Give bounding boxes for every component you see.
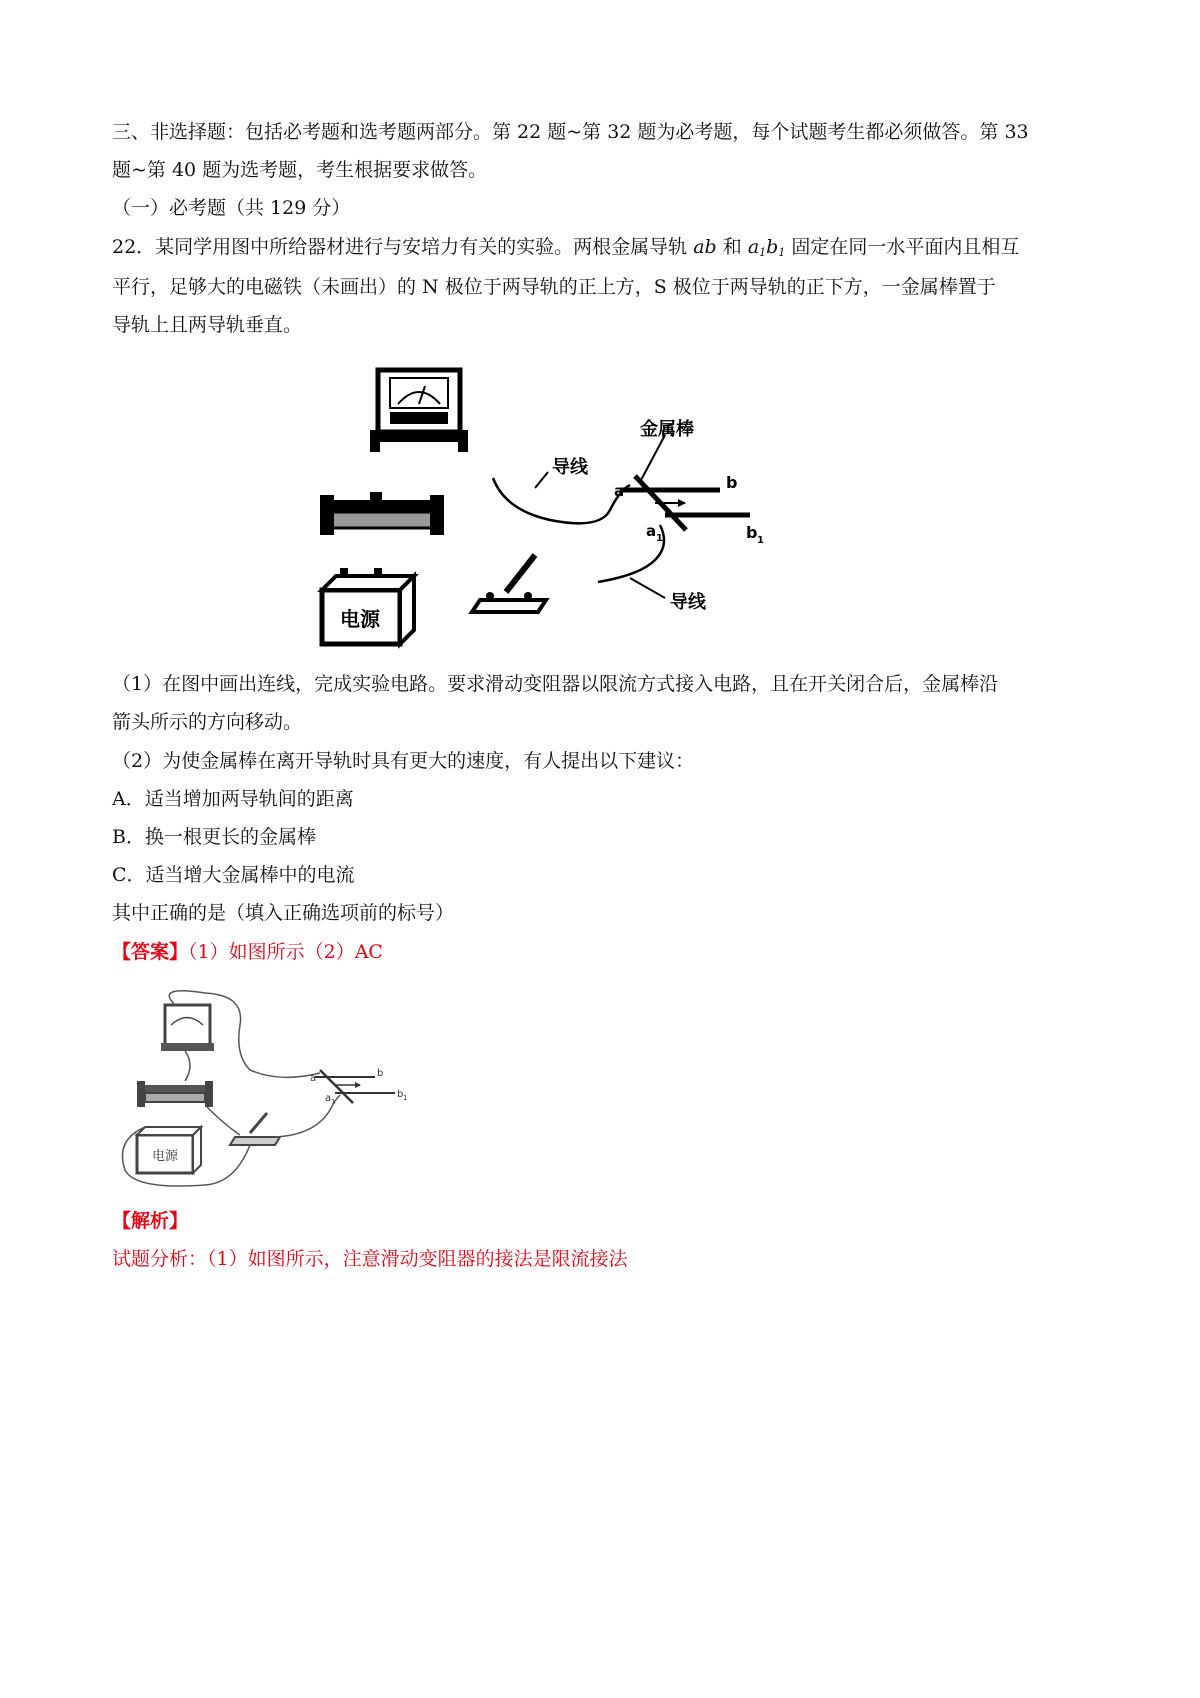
wire-label-2: 导线 — [670, 592, 706, 613]
label-a1: a — [646, 522, 657, 540]
power-label: 电源 — [340, 607, 380, 631]
answer-circuit-figure — [115, 985, 425, 1195]
answer-line — [112, 938, 1102, 966]
answer-power-label: 电源 — [151, 1149, 179, 1164]
answer-tag: 【答案】 — [112, 941, 189, 963]
subquestion-2: （2）为使金属棒在离开导轨时具有更大的速度，有人提出以下建议： — [112, 750, 695, 772]
switch-icon — [472, 555, 546, 612]
section-intro-line-1: 三、非选择题：包括必考题和选考题两部分。第 22 题~第 32 题为必考题，每个试题考生都必须做答。第 33 — [112, 121, 1029, 143]
question-prompt: 其中正确的是（填入正确选项前的标号） — [112, 902, 455, 924]
question-22-line-3: 导轨上且两导轨垂直。 — [112, 314, 303, 336]
svg-text:b: b — [377, 1068, 384, 1079]
option-a: A．适当增加两导轨间的距离 — [112, 788, 354, 810]
label-a: a — [614, 482, 625, 500]
subquestion-1-line-2: 箭头所示的方向移动。 — [112, 711, 303, 733]
question-line-1-end: 固定在同一水平面内且相互 — [785, 236, 1020, 258]
ammeter-icon — [370, 370, 468, 452]
wire-upper — [493, 478, 630, 523]
svg-text:b: b — [397, 1089, 404, 1100]
part-heading: （一）必考题（共 129 分） — [112, 197, 351, 219]
question-number-text: 22．某同学用图中所给器材进行与安培力有关的实验。两根金属导轨 — [112, 236, 694, 258]
and-text: 和 — [716, 236, 748, 258]
svg-text:a: a — [325, 1093, 332, 1104]
analysis-tag: 【解析】 — [112, 1210, 189, 1232]
label-b: b — [726, 473, 738, 492]
label-b1: b — [746, 523, 758, 542]
power-supply-icon — [322, 568, 414, 644]
wire-label-1: 导线 — [552, 457, 588, 478]
section-intro-line-2: 题~第 40 题为选考题，考生根据要求做答。 — [112, 159, 488, 181]
apparatus-figure — [310, 360, 830, 660]
option-c: C．适当增大金属棒中的电流 — [112, 864, 355, 886]
rail-ab-label: ab — [693, 236, 717, 258]
subquestion-1-line-1: （1）在图中画出连线，完成实验电路。要求滑动变阻器以限流方式接入电路，且在开关闭合后，金属棒沿 — [112, 673, 999, 695]
metal-rod-label: 金属棒 — [640, 419, 694, 440]
rheostat-icon — [320, 492, 444, 535]
svg-text:1: 1 — [656, 533, 663, 544]
rail-a1b1-label: $a_1b_1$ — [747, 236, 786, 259]
answer-text: （1）如图所示（2）AC — [188, 941, 383, 963]
question-22-line-1 — [112, 233, 1102, 267]
svg-text:1: 1 — [403, 1094, 408, 1102]
svg-text:a: a — [310, 1073, 317, 1084]
svg-text:1: 1 — [757, 535, 764, 546]
analysis-text: 试题分析：（1）如图所示，注意滑动变阻器的接法是限流接法 — [112, 1248, 628, 1270]
option-b: B．换一根更长的金属棒 — [112, 826, 316, 848]
question-22-line-2: 平行，足够大的电磁铁（未画出）的 N 极位于两导轨的正上方，S 极位于两导轨的正下方，一金属棒置于 — [112, 276, 996, 298]
svg-text:1: 1 — [331, 1098, 336, 1106]
